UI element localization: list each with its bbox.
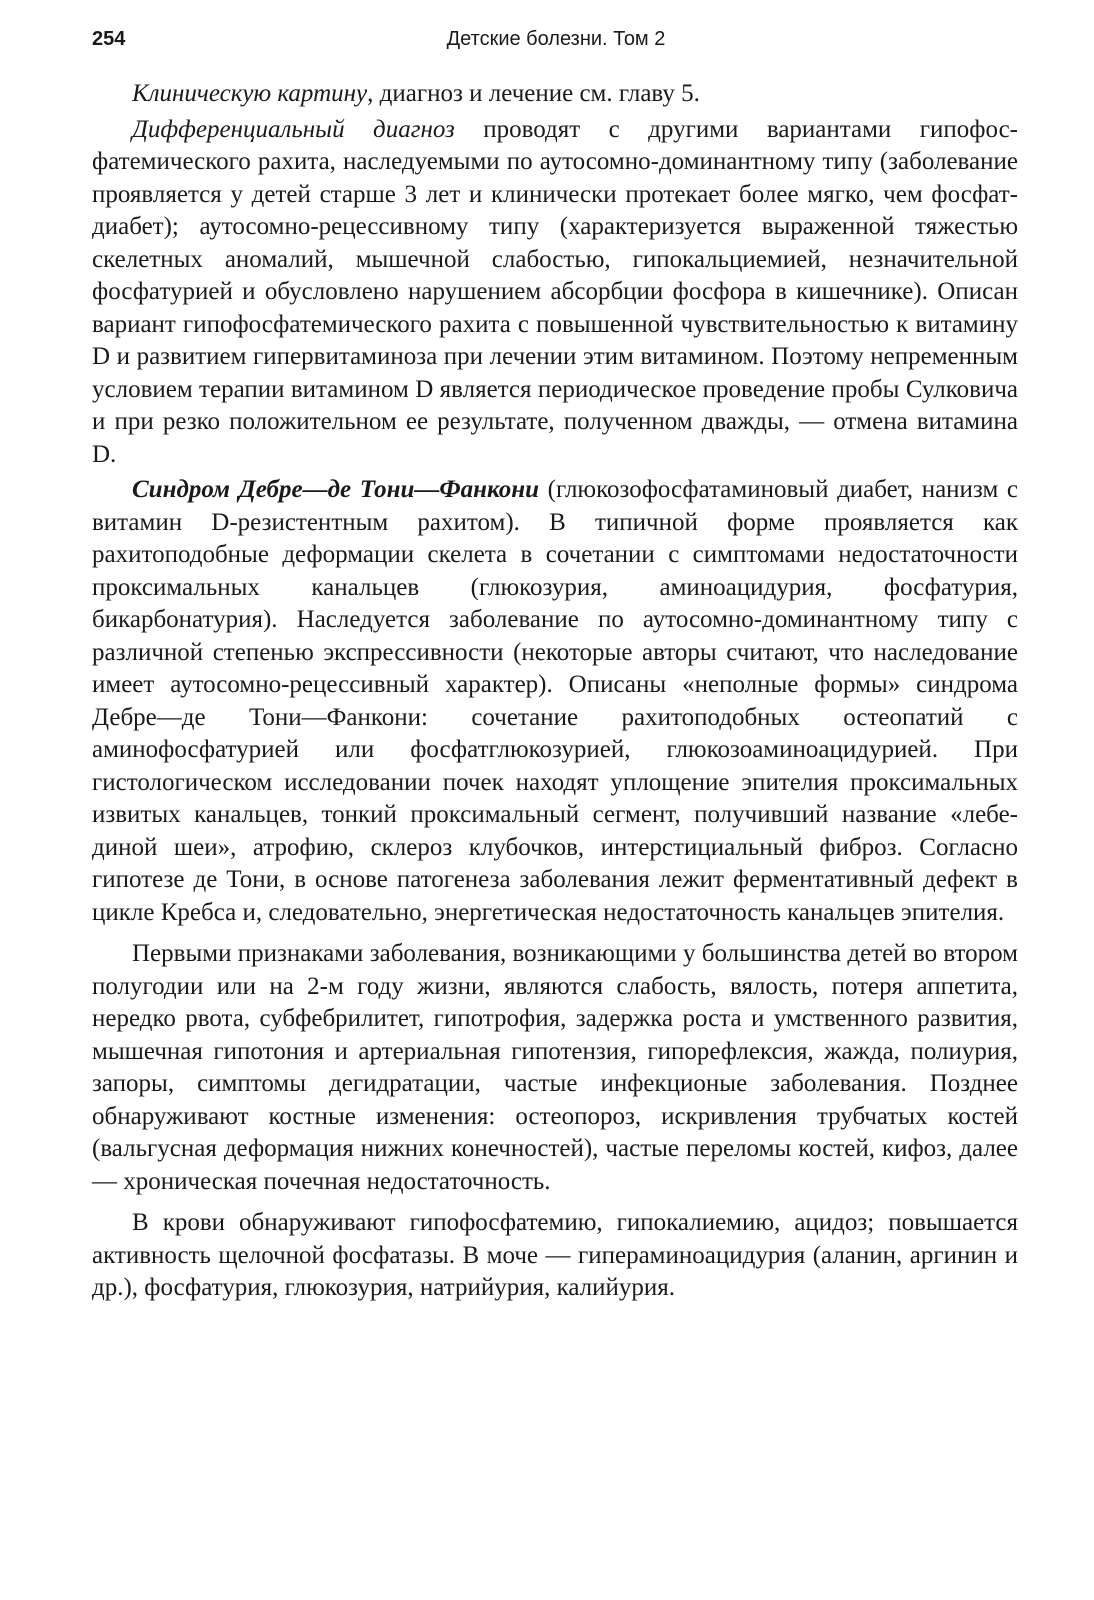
paragraph-first-signs: [92, 938, 1018, 1198]
paragraph-clinical-picture: [92, 78, 1018, 111]
paragraph-lead-italic: Дифференциальный диагноз: [132, 115, 455, 143]
paragraph-blood-urine-findings: [92, 1207, 1018, 1305]
paragraph-text: Первыми признаками заболевания, возникающими у большинства детей во втором полугодии или на 2-м году жизни, являются слабость, вялость, потеря аппетита, нередко рвота, субфебрилитет, гипотрофия, задержка роста и умственного развития, мышечная гипотония и артериальная гипотензия, гипорефлексия, жажда, полиурия, запоры, симптомы дегидратации, частые инфекционые заболевания. Позднее обнаруживают костные изменения: остеопороз, искривления трубчатых костей (вальгусная деформация нижних конечностей), частые переломы костей, кифоз, далее — хроническая почечная недостаточность.: [92, 940, 1018, 1195]
paragraph-text: , диагноз и лечение см. главу 5.: [367, 80, 700, 107]
paragraph-debre-de-toni-fanconi: [92, 474, 1018, 929]
paragraph-text: проводят с другими вариантами гипофосфатемического рахита, наследуемыми по аутосомно-доминантному типу (заболевание проявляется у детей старше 3 лет и клинически протекает более мягко, чем фосфат-диабет); аутосомно-рецессивному типу (характеризуется выраженной тяжестью скелетных аномалий, мышечной слабостью, гипокальциемией, незначительной фосфатурией и обусловлено нарушением абсорбции фосфора в кишечнике). Описан вариант гипофосфатемического рахита с повышенной чувствительностью к витамину D и развитием гипервитаминоза при лечении этим витамином. Поэтому непременным условием терапии витамином D является периодическое проведение пробы Сулковича и при резко положительном ее результате, полученном дважды, — отмена витамина D.: [92, 115, 1018, 468]
running-title: Детские болезни. Том 2: [446, 28, 666, 50]
paragraph-lead-italic: Клиническую картину: [132, 80, 368, 107]
paragraph-text: В крови обнаруживают гипофосфатемию, гипокалиемию, ацидоз; повышается активность щелочной фосфатазы. В моче — гипераминоацидурия (аланин, аргинин и др.), фосфатурия, глюкозурия, натрийурия, калийурия.: [92, 1209, 1018, 1301]
paragraph-lead-bold-italic: Синдром Дебре—де Тони—Фанкони: [132, 476, 539, 503]
paragraph-text: (глюкозофосфатаминовый диабет, нанизм с витамин D-резистентным рахитом). В типичной форме проявляется как рахитоподобные деформации скелета в сочетании с симптомами недостаточности проксимальных канальцев (глюкозурия, аминоацидурия, фосфатурия, бикарбонатурия). Наследуется заболевание по аутосомно-доминантному типу с различной степенью экспрессивности (некоторые авторы считают, что наследование имеет аутосомно-рецессивный характер). Описаны «неполные формы» синдрома Дебре—де Тони—Фанкони: сочетание рахитоподобных остеопатий с аминофосфатурией или фосфатглюкозурией, глюкозоаминоацидурией. При гистологическом исследовании почек находят уплощение эпителия проксимальных извитых канальцев, тонкий проксимальный сегмент, получивший название «лебединой шеи», атрофию, склероз клубочков, интерстициальный фиброз. Согласно гипотезе де Тони, в основе патогенеза заболевания лежит ферментативный дефект в цикле Кребса и, следовательно, энергетическая недостаточность канальцев эпителия.: [92, 476, 1018, 926]
page-number: 254: [92, 28, 126, 50]
page-header: [92, 28, 1020, 58]
paragraph-differential-diagnosis: [92, 114, 1018, 472]
body-text: [92, 78, 1018, 1308]
